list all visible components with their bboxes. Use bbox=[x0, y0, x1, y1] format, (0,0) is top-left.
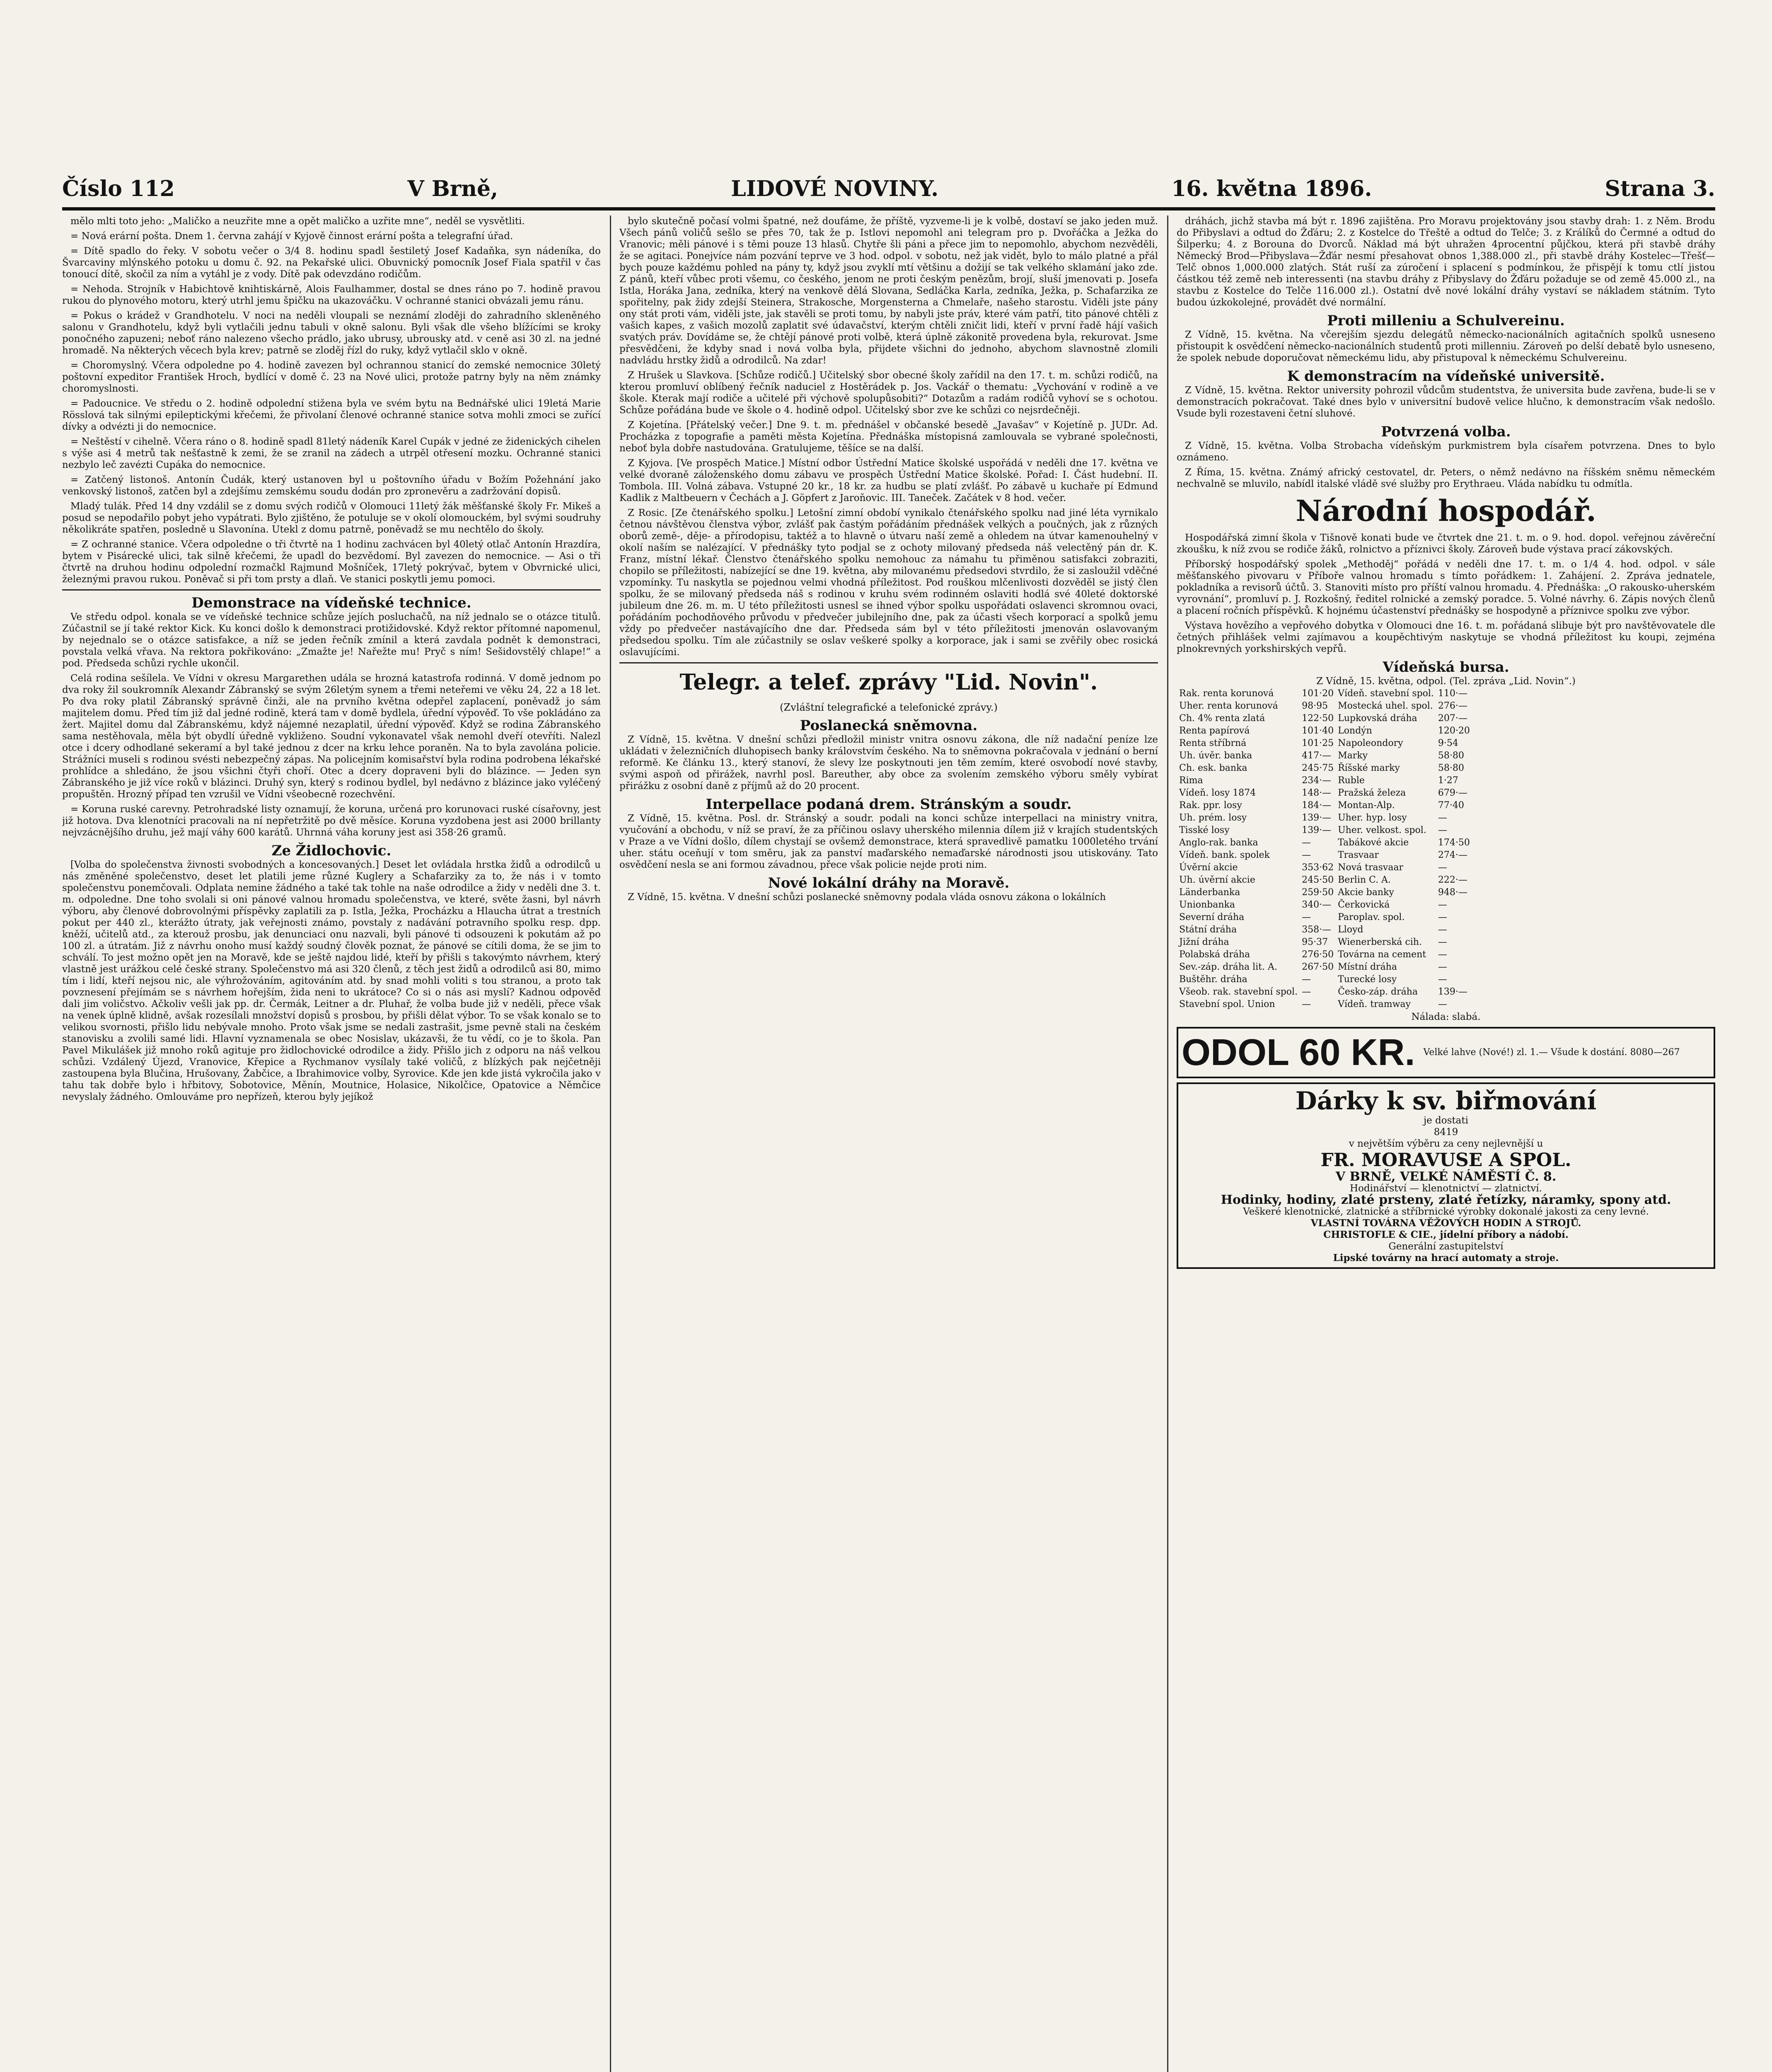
bursa-row bbox=[1177, 862, 1472, 874]
article-paragraph: Výstava hovězího a vepřového dobytka v Olomouci dne 16. t. m. pořádaná slibuje být pro navštěvovatele dle četných přihlášek velmi zajímavou a koupěchtivým naskytuje se vhodná příležitost ku koupi, zejména plnokrevných yorkshirských vepřů. bbox=[1177, 620, 1715, 654]
article-paragraph: dráhách, jichž stavba má být r. 1896 zajištěna. Pro Moravu projektovány jsou stavby drah: 1. z Něm. Brodu do Přibyslavi a odtud do Žďáru; 2. z Kostelce do Třeště a odtud do Telče; 3. z Králíků do Čermné a odtud do Šilperku; 4. z Borouna do Dvorců. Náklad má být uhražen 4procentní půjčkou, která při stavbě dráhy Německý Brod—Přibyslava—Žďár nesmí přesahovat obnos 1,388.000 zl., při stavbě dráhy Kostelec—Třešť—Telč obnos 1,000.000 zlatých. Stát ruší za zúročení i splacení s podmínkou, že přispějí k tomu ctlí jistou částkou též země neb interessenti (na stavbu dráhy z Přibyslavy do Žďáru požaduje se od země 45.000 zl., na stavbu z Kostelce do Telče 116.000 zl.). Ostatní dvě nové lokální dráhy vystaví se nákladem státním. Tyto budou úzkokolejné, provádět dvé normální. bbox=[1177, 216, 1715, 308]
bursa-cell: Renta stříbrná bbox=[1179, 738, 1247, 748]
bursa-cell: Pražská železa bbox=[1338, 788, 1406, 798]
column-divider bbox=[1167, 215, 1168, 2072]
bursa-cell: Renta papírová bbox=[1179, 726, 1250, 736]
page-header bbox=[62, 170, 1715, 211]
separator bbox=[62, 589, 601, 591]
bursa-cell: — bbox=[1302, 974, 1311, 985]
bursa-cell: Vídeň. losy 1874 bbox=[1179, 788, 1256, 798]
article-heading: Poslanecká sněmovna. bbox=[800, 717, 978, 734]
bursa-cell: — bbox=[1438, 813, 1447, 823]
bursa-cell: — bbox=[1438, 862, 1447, 873]
bursa-cell: 101·20 bbox=[1302, 688, 1334, 699]
advert-darky-line: Lipské továrny na hrací automaty a stroje. bbox=[1333, 1252, 1559, 1264]
bursa-cell: 274·— bbox=[1438, 850, 1467, 860]
bursa-cell: 222·— bbox=[1438, 875, 1467, 885]
bursa-row bbox=[1177, 924, 1472, 936]
bursa-cell: 417·— bbox=[1302, 750, 1332, 761]
article-paragraph: Z Říma, 15. května. Známý africký cestovatel, dr. Peters, o němž nedávno na říšském sněmu německém nechvalně se mluvilo, nabídl italské vládě své služby pro Erythraeu. Vláda nabídku tu odmítla. bbox=[1177, 467, 1715, 489]
article-paragraph: Z Vídně, 15. května. V dnešní schůzi poslanecké sněmovny podala vláda osnovu zákona o lokálních bbox=[628, 892, 1106, 903]
article-paragraph: Ve středu odpol. konala se ve vídeňské technice schůze jejích posluchačů, na níž jednalo se o otázce titulů. Zúčastnil se jí také rektor Kick. Ku konci došlo k demonstraci protižidovské. Když rektor přítomné napomenul, by nejednalo se o otázce satisfakce, a níž se jeden řečník zmínil a která zavdala podnět k demonstraci, povstala velká vřava. Na rektora pokřikováno: „Zmažte je! Nařežte mu! Pryč s ním! Sešidovstělý chlape!“ a pod. Předseda schůzi rychle ukončil. bbox=[62, 612, 601, 669]
column-2 bbox=[619, 215, 1158, 2072]
newspaper-page bbox=[62, 66, 1715, 2072]
bursa-cell: 948·— bbox=[1438, 887, 1467, 898]
bursa-cell: 174·50 bbox=[1438, 838, 1470, 848]
article-paragraph: [Volba do společenstva živnosti svobodných a koncesovaných.] Deset let ovládala hrstka židů a odrodilců u nás změněné společenstvo, deset let platili jeme různé Kuglery a Schafarziky za to, že nás i v tomto společenstvu ponemčovali. Odplata nemine žádného a také tak tohle na naše odrodilce a židy v neděli dne 3. t. m. odpoledne. Dne toho svolali si oni pánové valnou hromadu společenstva, ve které, světe žasni, byl návrh výboru, aby členové dobrovolnými příspěvky zaplatili za p. Istla, Ježka, Procházku a Hlaucha útrat a trestních pokut per 440 zl., kterážto útraty, jak veřejnosti známo, povstaly z nadávání potravního spolku resp. dpp. kněží, učitelů atd., za kterouž prosbu, jak denunciaci onu nazvali, byli pánové ti odsouzeni k pokutám až po 100 zl. a útratám. Již z návrhu onoho musí každý soudný člověk poznat, že pánové se cítili doma, že se jim to schválí. To jest možno opět jen na Moravě, kde se ještě najdou lidé, kteří by přišli s takovýmto návrhem, který vlastně jest urážkou celé české strany. Společenstvo má asi 320 členů, z těch jest židů a odrodilců asi 80, mimo tím i lidí, kteří nejsou nic, ale výhrožováním, agitováním atd. by snad mohli voliti s tou stranou, a proto tak povznesení přejímám se s návrhem hořejším, žida neni to ukrátoce? Co si o nás asi myslí? Kadnou odpověď dali jim voličstvo. Ačkoliv vešli jak pp. dr. Čermák, Leitner a dr. Pluhař, že volba bude již v neděli, přece však na venek úplně klidně, avšak rozesílali množství dopisů s prosbou, by přišli dělat výbor. To se však konalo se to velikou svornosti, přišlo lidu nebývale mnoho. Proto však jsme se nedali zastrašit, jsme pevně stali na českém stanovisku a zvolili samé lidi. Hlavní vyznamenala se obec Nosislav, ukázavši, že tu vědí, co je to škola. Pan Pavel Mikulášek již mnoho roků agituje pro židlochovické odrodilce a židy. Přišlo jich z odporu na náš velkou schůzi. Vzdálený Újezd, Vranovice, Křepice a Rychmanov vysílaly také voličů, z blízkých pak nejčetněji zastoupena byla Blučina, Hrušovany, Žabčice, a Ibrahimovice volby, Syrovice. Kde jen kde jistá vykročila jako v tahu tak dobře bylo i hřbitovy, Sobotovice, Měnín, Moutnice, Holasice, Nikolčice, Opatovice a Němčice nevyslaly žádného. Omlouváme pro nepřízeň, kterou byly jejíkož bbox=[62, 859, 601, 1102]
bursa-row bbox=[1177, 800, 1472, 811]
bursa-subheading: Z Vídně, 15. května, odpol. (Tel. zpráva „Lid. Novin“.) bbox=[1316, 676, 1576, 687]
bursa-row bbox=[1177, 937, 1472, 948]
bursa-mood: Nálada: slabá. bbox=[1411, 1012, 1481, 1022]
bursa-cell: 276·50 bbox=[1302, 949, 1334, 960]
bursa-cell: Uher. velkost. spol. bbox=[1338, 825, 1426, 835]
bursa-row bbox=[1177, 850, 1472, 861]
bursa-row bbox=[1177, 837, 1472, 849]
bursa-cell: 101·25 bbox=[1302, 738, 1334, 748]
news-item: Z Kojetína. [Přátelský večer.] Dne 9. t. m. přednášel v občanské besedě „Javašav“ v Kojetíně p. JUDr. Ad. Procházka z topografie a paměti města Kojetína. Přednáška místopisná zamlouvala se vybrané společnosti, neboť byla dobře nastudována. Gratulujeme, těšíce se na další. bbox=[619, 420, 1158, 454]
bursa-cell: Napoleondory bbox=[1338, 738, 1403, 748]
news-item: = Dítě spadlo do řeky. V sobotu večer o 3/4 8. hodinu spadl šestiletý Josef Kadaňka, syn nádeníka, do Švarcaviny mlýnského potoku u domu č. 92. na Pekařské ulici. Obuvnický pomocník Josef Fiala spatřil v čas tonoucí dítě, skočil za ním a vytáhl je z vody. Dítě pak odevzdáno rodičům. bbox=[62, 246, 601, 280]
bursa-cell: Ch. esk. banka bbox=[1179, 763, 1247, 773]
bursa-cell: 77·40 bbox=[1438, 800, 1464, 811]
bursa-cell: Uher. hyp. losy bbox=[1338, 813, 1407, 823]
bursa-cell: Čerkovická bbox=[1338, 900, 1390, 910]
article-paragraph: Z Vídně, 15. května. Volba Strobacha vídeňským purkmistrem byla císařem potvrzena. Dnes to bylo oznámeno. bbox=[1177, 441, 1715, 463]
bursa-cell: Vídeň. stavební spol. bbox=[1338, 688, 1434, 699]
bursa-cell: 110·— bbox=[1438, 688, 1467, 699]
bursa-cell: 267·50 bbox=[1302, 962, 1334, 972]
bursa-row bbox=[1177, 961, 1472, 973]
bursa-row bbox=[1177, 949, 1472, 961]
bursa-cell: — bbox=[1302, 850, 1311, 860]
article-heading: K demonstracím na vídeňské universitě. bbox=[1287, 368, 1605, 385]
bursa-cell: 679·— bbox=[1438, 788, 1467, 798]
article-paragraph: Z Vídně, 15. května. Na včerejším sjezdu delegátů německo-nacionálních agitačních spolků usneseno přistoupit k osvědčení německo-nacionálních studentů proti millenniu. Zároveň po delší debatě bylo usneseno, že spolek nebude doporučovat německému lidu, aby přistupoval k německému Schulvereinu. bbox=[1177, 329, 1715, 363]
bursa-cell: 245·50 bbox=[1302, 875, 1334, 885]
article-heading: Demonstrace na vídeňské technice. bbox=[191, 595, 471, 611]
bursa-cell: 98·95 bbox=[1302, 701, 1328, 711]
bursa-cell: — bbox=[1302, 838, 1311, 848]
bursa-cell: Místní dráha bbox=[1338, 962, 1397, 972]
column-divider bbox=[610, 215, 611, 2072]
bursa-row bbox=[1177, 812, 1472, 824]
bursa-cell: 259·50 bbox=[1302, 887, 1334, 898]
bursa-cell: — bbox=[1302, 987, 1311, 997]
news-item: = Z ochranné stanice. Včera odpoledne o tři čtvrtě na 1 hodinu zachvácen byl 40letý otlač Antonín Hrazdíra, bytem v Pisárecké ulici, tak silně křečemi, že upadl do bezvědomí. Byl zavezen do nemocnice. — Asi o tři čtvrtě na druhou hodinu odpolední rozmačkl Rajmund Mošníček, 17letý pokrývač, bytem v Obvrnické ulici, železnými pravou rukou. Poněvač si při tom prsty a dlaň. Ve stanici poskytli jemu pomoci. bbox=[62, 539, 601, 585]
separator bbox=[619, 662, 1158, 663]
bursa-row bbox=[1177, 899, 1472, 911]
news-item: = Nová erární pošta. Dnem 1. června zahájí v Kyjově činnost erární pošta a telegrafní úřad. bbox=[70, 231, 513, 242]
bursa-cell: Polabská dráha bbox=[1179, 949, 1250, 960]
article-heading: Potvrzená volba. bbox=[1381, 424, 1511, 440]
bursa-cell: Tisské losy bbox=[1179, 825, 1230, 835]
bursa-cell: Akcie banky bbox=[1338, 887, 1394, 898]
bursa-cell: 148·— bbox=[1302, 788, 1332, 798]
news-item: = Choromyslný. Včera odpoledne po 4. hodině zavezen byl ochrannou stanicí do zemské nemocnice 30letý poštovní expeditor František Hroch, bydlící v domě č. 23 na Nové ulici, protože patrny byly na něm známky choromyslnosti. bbox=[62, 360, 601, 394]
bursa-cell: — bbox=[1302, 999, 1311, 1009]
bursa-cell: Stavební spol. Union bbox=[1179, 999, 1275, 1009]
bursa-cell: Buštěhr. dráha bbox=[1179, 974, 1247, 985]
news-item: = Nehoda. Strojník v Habichtově knihtiskárně, Alois Faulhammer, dostal se dnes ráno po 7. hodině pravou rukou do plynového motoru, který utrhl jemu špičku na ukazováčku. V ochranné stanici obvázali jemu ránu. bbox=[62, 284, 601, 306]
bursa-row bbox=[1177, 825, 1472, 836]
bursa-cell: Tabákové akcie bbox=[1338, 838, 1409, 848]
bursa-cell: — bbox=[1438, 912, 1447, 922]
bursa-cell: 234·— bbox=[1302, 775, 1332, 786]
bursa-cell: — bbox=[1438, 974, 1447, 985]
section-subheading: (Zvláštní telegrafické a telefonické zprávy.) bbox=[780, 702, 998, 713]
masthead-title: LIDOVÉ NOVINY. bbox=[731, 176, 939, 201]
bursa-row bbox=[1177, 738, 1472, 749]
article-heading: Ze Židlochovic. bbox=[271, 842, 392, 859]
bursa-table bbox=[1177, 687, 1472, 1011]
bursa-cell: 9·54 bbox=[1438, 738, 1458, 748]
bursa-heading: Vídeňská bursa. bbox=[1383, 659, 1509, 675]
bursa-cell: 139·— bbox=[1438, 987, 1467, 997]
bursa-cell: Uh. prém. losy bbox=[1179, 813, 1247, 823]
news-item: Z Hrušek u Slavkova. [Schůze rodičů.] Učitelský sbor obecné školy zařídil na den 17. t. m. schůzi rodičů, na kterou promluví oblíbený řečník naduciel z Hostěrádek p. Jos. Vackář o thematu: „Vychování v rodině a ve škole. Kterak mají rodiče a učitelé při výchově spolupůsobiti?“ Dotazům a radám rodičů vyhoví se s ochotou. Schůze pořádána bude ve škole o 4. hodině odpol. Učitelský sbor zve ke schůzi co nejsrdečněji. bbox=[619, 370, 1158, 416]
advert-darky-title: Dárky k sv. biřmování bbox=[1295, 1087, 1597, 1116]
article-paragraph: bylo skutečně počasí volmi špatné, než doufáme, že příště, vyzveme-li je k volbě, dostaví se jako jeden muž. Všech pánů voličů sešlo se přes 70, tak že p. Istlovi nepomohl ani telegram pro p. Dvořáčka a Ježka do Vranovic; měli pánové i s těmi pouze 13 hlasů. Chytře šli páni a přece jim to nepomohlo, abychom nezvěděli, že se agitaci. Ponejvíce nám pozvání teprve ve 3 hod. odpol. v sobotu, než jak vidět, bylo to málo platné a přál bych pouze každému pohled na pány ty, když jsou zvyklí mtí většinu a dožijí se tak velkého sklamání jako zde. Z pánů, kteří vůbec proti všemu, co českého, jenom ne proti českým penězům, brojí, sluší jmenovati p. Josefa Istla, Horáka Jana, zedníka, který na venkově dělá Slovana, Sedláčka Karla, zedníka, Ježka, p. Schafarzika ze spořitelny, pak židy zdejší Steinera, Strakosche, Morgensterna a Chmelaře, našeho starostu. Viděli jste pány ony stát proti vám, viděli jste, jak stavěli se proti tomu, by nabyli jste práv, které vám patří, tito pánové chtěli z vašich kapes, z vašich mozolů zaplatit své údavačství, kterým chtěli zničit lidi, kteří v první řadě hájí vašich svatých práv. Dovídáme se, že chtějí pánové proti volbě, která úplně zákonitě provedena byla, rekurovat. Jsme přesvědčeni, že kdyby snad i nová volba byla, přijdete všichni do jednoho, abychom slavnostně zlomili nadvládu hrstky židů a odrodilců. Na zdar! bbox=[619, 216, 1158, 366]
bursa-cell: Sev.-záp. dráha lit. A. bbox=[1179, 962, 1277, 972]
news-item: = Neštěstí v cihelně. Včera ráno o 8. hodině spadl 81letý nádeník Karel Cupák v jedné ze židenických cihelen s výše asi 4 metrů tak nešťastně k zemi, že se zranil na zádech a utrpěl otřesení mozku. Ochranné stanici nezbylo leč zavézti Cupáka do nemocnice. bbox=[62, 436, 601, 470]
advert-darky-line: Generální zastupitelství bbox=[1388, 1241, 1504, 1252]
article-heading: Proti milleniu a Schulvereinu. bbox=[1327, 312, 1565, 329]
bursa-cell: 207·— bbox=[1438, 713, 1467, 724]
bursa-cell: 276·— bbox=[1438, 701, 1467, 711]
bursa-row bbox=[1177, 999, 1472, 1010]
news-item: mělo mlti toto jeho: „Maličko a neuzřite mne a opět maličko a uzřite mne“, neděl se vysvětliti. bbox=[70, 216, 525, 227]
bursa-row bbox=[1177, 725, 1472, 737]
advert-darky-line: CHRISTOFLE & CIE., jídelní příbory a nádobí. bbox=[1323, 1229, 1569, 1240]
article-paragraph: Z Vídně, 15. května. Rektor university pohrozil vůdcům studentstva, že universita bude zavřena, bude-li se v demonstracích pokračovat. Také dnes bylo v universitní budově velice hlučno, k demonstracím však nedošlo. Vsude byli rozestaveni četní sluhové. bbox=[1177, 385, 1715, 419]
bursa-row bbox=[1177, 887, 1472, 898]
page-number: Strana 3. bbox=[1605, 176, 1715, 201]
bursa-cell: 58·80 bbox=[1438, 750, 1464, 761]
bursa-cell: Länderbanka bbox=[1179, 887, 1240, 898]
bursa-cell: Státní dráha bbox=[1179, 925, 1237, 935]
bursa-cell: Mostecká uhel. spol. bbox=[1338, 701, 1433, 711]
bursa-cell: — bbox=[1438, 900, 1447, 910]
bursa-cell: Berlin C. A. bbox=[1338, 875, 1391, 885]
bursa-row bbox=[1177, 700, 1472, 712]
bursa-row bbox=[1177, 974, 1472, 985]
bursa-row bbox=[1177, 750, 1472, 762]
bursa-cell: Česko-záp. dráha bbox=[1338, 987, 1418, 997]
bursa-cell: Rak. renta korunová bbox=[1179, 688, 1274, 699]
bursa-cell: Wienerberská cih. bbox=[1338, 937, 1422, 947]
section-heading-telegrams: Telegr. a telef. zprávy "Lid. Novin". bbox=[679, 670, 1098, 695]
bursa-cell: Turecké losy bbox=[1338, 974, 1397, 985]
bursa-cell: — bbox=[1438, 825, 1447, 835]
bursa-row bbox=[1177, 912, 1472, 923]
bursa-cell: Ruble bbox=[1338, 775, 1365, 786]
bursa-row bbox=[1177, 874, 1472, 886]
bursa-cell: Lupkovská dráha bbox=[1338, 713, 1417, 724]
bursa-cell: 122·50 bbox=[1302, 713, 1334, 724]
article-heading: Nové lokální dráhy na Moravě. bbox=[768, 875, 1010, 891]
bursa-cell: — bbox=[1438, 937, 1447, 947]
bursa-row bbox=[1177, 762, 1472, 774]
advert-darky-number: 8419 bbox=[1434, 1127, 1458, 1138]
bursa-cell: 95·37 bbox=[1302, 937, 1328, 947]
advert-odol bbox=[1177, 1027, 1715, 1078]
bursa-cell: Unionbanka bbox=[1179, 900, 1235, 910]
section-heading-economy: Národní hospodář. bbox=[1296, 494, 1596, 528]
column-3 bbox=[1177, 215, 1715, 2072]
advert-darky-firm: FR. MORAVUSE A SPOL. bbox=[1320, 1150, 1571, 1171]
bursa-cell: Továrna na cement bbox=[1338, 949, 1426, 960]
news-item: = Zatčený listonoš. Antonín Čudák, který ustanoven byl u poštovního úřadu v Božím Požehnání jako venkovský listonoš, zatčen byl a zdejšímu zemskému soudu dodán pro zpronevěru a zadržování dopisů. bbox=[62, 474, 601, 497]
bursa-cell: Uh. úvěrní akcie bbox=[1179, 875, 1255, 885]
bursa-cell: Všeob. rak. stavební spol. bbox=[1179, 987, 1298, 997]
bursa-row bbox=[1177, 787, 1472, 799]
article-paragraph: Hospodářská zimní škola v Tišnově konati bude ve čtvrtek dne 21. t. m. o 9. hod. dopol. veřejnou závěreční zkoušku, k níž zvou se rodiče žáků, rolnictvo a příznivci školy. Zároveň bude výstava prací zákovských. bbox=[1177, 533, 1715, 555]
bursa-cell: 340·— bbox=[1302, 900, 1332, 910]
article-paragraph: Z Vídně, 15. května. Posl. dr. Stránský a soudr. podali na konci schůze interpellaci na ministry vnitra, vyučování a obchodu, v níž se praví, že za příčinou oslavy uherského milennia dílem již v krajích studentských v Praze a ve Vídni došlo, dílem chystají se ovšemž demonstrace, která spravedlivě pamatku 1000letého trvání uher. státu oceňují v tom směru, jak za panství maďarského nemaďarské národnosti jsou utiskovány. Tato osvědčení nesla se ani formou závadnou, přece však policie nejde proti nim. bbox=[619, 813, 1158, 870]
bursa-cell: Rak. ppr. losy bbox=[1179, 800, 1242, 811]
bursa-cell: 245·75 bbox=[1302, 763, 1334, 773]
news-item: = Padoucnice. Ve středu o 2. hodině odpolední stižena byla ve svém bytu na Bednářské ulici 19letá Marie Rösslová tak silnými epileptickými křečemi, že přivolaní členové ochranné stanice sotva mohli zmoci se zuřící dívky a odvézti ji do nemocnice. bbox=[62, 398, 601, 432]
bursa-cell: — bbox=[1438, 999, 1447, 1009]
news-item: Z Rosic. [Ze čtenářského spolku.] Letošní zimní období vynikalo čtenářského spolku nad jiné léta vyrnikalo četnou návštěvou členstva výbor, zvlášť pak častým pořádáním přednášek velkých a poučných, jak z různých oborů země-, děje- a přírodopisu, taktéž a to hlavně o útvaru naší země a ohledem na útvar kamenouhelný v okolí naším se nalézající. V přednášky tyto podjal se z ochoty milovaný předseda náš velectěný pán dr. K. Franz, místní lékař. Členstvo čtenářského spolku nemohouc za námahu tu přiměnou satisfakci zobraziti, chopilo se příležitosti, nabízející se dne 19. května, aby milovanému předsedovi stvrdilo, že si zasloužil vděčné vzpomínky. Tu naskytla se pojednou velmi vhodná příležitost. Pod rouškou mlčenlivosti dozvěděl se jistý člen spolku, že se milovaný předseda náš s rodinou v kruhu svém rodinném oslaviti hodlá své 40leté doktorské jubileum dne 26. m. m. U této příležitosti usnesl se ihned výbor spolku uspořádati oslavenci skromnou ovaci, pořádáním pochodňového průvodu v předvečer jubilejního dne, pak za účasti všech korporací a spolků jemu vždy po předvečer nastávajícího dne dar. Předseda sám byl v této příležitosti jmenován oslavovaným předsedou spolku. Tím ale zúčastnily se oslav veškeré spolky a korporace, jak i sami se zvěřily obec rosická oslavujícími. bbox=[619, 508, 1158, 658]
article-paragraph: Celá rodina sešílela. Ve Vídni v okresu Margarethen udála se hrozná katastrofa rodinná. V domě jednom po dva roky žil soukromník Alexandr Zábranský se svým 26letým synem a třemi neteřemi ve věku 24, 22 a 18 let. Po dva roky platil Zábranský správně činži, ale na prvního května odepřel zaplacení, poněvadž jo sám majitelem domu. Před tím již dal jedné rodině, která tam v domě bydlela, úřední výpověď. To vše pokládáno za žert. Majitel domu dal Zábranskému, když nájemné nezaplatil, úřední výpověď. Když se rodina Zábranského sama nestěhovala, měla být obydlí úředně vykliženo. Soudní vykonavatel však nemohl dveří otevříti. Nalezl otce i dcery odhodlané sekeramí a byl také jednou z dcer na krku lehce poraněn. Na to byla zavolána policie. Strážníci museli s rodinou svésti nebezpečný zápas. Na policejním komisařství byla rodina podrobena lékařské prohlídce a shledáno, že jsou všichni čtyři choří. Otec a dcery dopraveni byli do blázince. — Jeden syn Zábranského je již více roků v blázinci. Druhý syn, který s rodinou bydlel, byl nedávno z blázince jako vyléčený propuštěn. Hrozný případ ten vzrušil ve Vídni všeobecně rozechvění. bbox=[62, 673, 601, 800]
bursa-cell: Lloyd bbox=[1338, 925, 1363, 935]
bursa-cell: 1·27 bbox=[1438, 775, 1458, 786]
advert-odol-note: Velké lahve (Nové!) zl. 1.— Všude k dostání. 8080—267 bbox=[1423, 1047, 1680, 1058]
advert-darky-line: Veškeré klenotnické, zlatnické a stříbrnické výrobky dokonalé jakosti za ceny levné. bbox=[1243, 1206, 1649, 1217]
issue-date: 16. května 1896. bbox=[1171, 176, 1372, 201]
advert-darky-address: V BRNĚ, VELKÉ NÁMĚSTÍ Č. 8. bbox=[1335, 1169, 1557, 1184]
bursa-row bbox=[1177, 713, 1472, 724]
bursa-cell: Nová trasvaar bbox=[1338, 862, 1404, 873]
issue-number: Číslo 112 bbox=[62, 176, 175, 201]
bursa-cell: Říšské marky bbox=[1338, 763, 1400, 773]
bursa-cell: 120·20 bbox=[1438, 726, 1470, 736]
bursa-cell: Jižní dráha bbox=[1179, 937, 1229, 947]
bursa-cell: Trasvaar bbox=[1338, 850, 1379, 860]
bursa-cell: Vídeň. tramway bbox=[1338, 999, 1411, 1009]
bursa-cell: Anglo-rak. banka bbox=[1179, 838, 1258, 848]
bursa-cell: 139·— bbox=[1302, 825, 1332, 835]
bursa-cell: Ch. 4% renta zlatá bbox=[1179, 713, 1265, 724]
advert-darky-line: Hodinky, hodiny, zlaté prsteny, zlaté řetízky, náramky, spony atd. bbox=[1221, 1193, 1671, 1207]
bursa-row bbox=[1177, 688, 1472, 700]
advert-darky-line: VLASTNÍ TOVÁRNA VĚŽOVÝCH HODIN A STROJŮ. bbox=[1310, 1218, 1581, 1229]
bursa-cell: Montan-Alp. bbox=[1338, 800, 1395, 811]
article-paragraph: Příborský hospodářský spolek „Methoděj“ pořádá v neděli dne 17. t. m. o 1/4 4. hod. odpol. v sále měšťanského pivovaru v Příboře valnou hromadu s tímto pořádkem: 1. Zahájení. 2. Zpráva jednatele, pokladníka a revisorů účtů. 3. Stanoviti místo pro příští valnou hromadu. 4. Přednáška: „O rakousko-uherském vyrovnání“, promluví p. J. Rozkošný, ředitel rolnické a zemský poradce. 5. Volné návrhy. 6. Zápis nových členů a placení ročních příspěvků. K hojnému účastenství přednášky se hospodyně a příznivce spolku zve výbor. bbox=[1177, 559, 1715, 616]
bursa-cell: — bbox=[1302, 912, 1311, 922]
bursa-cell: 58·80 bbox=[1438, 763, 1464, 773]
bursa-cell: Uher. renta korunová bbox=[1179, 701, 1278, 711]
advert-odol-title: ODOL 60 KR. bbox=[1182, 1032, 1415, 1073]
advert-darky-line: v největším výběru za ceny nejlevnější u bbox=[1349, 1138, 1543, 1149]
article-paragraph: = Koruna ruské carevny. Petrohradské listy oznamují, že koruna, určená pro korunovaci ruské císařovny, jest již hotova. Dva klenotníci pracovali na ní nepřetržitě po dvě měsíce. Koruna vyzdobena jest asi 2000 brillanty nejvzácnějšího druhu, jež mají váhy 600 karátů. Uhrnná váha koruny jest asi 358·26 gramů. bbox=[62, 804, 601, 838]
bursa-row bbox=[1177, 775, 1472, 787]
advert-darky-line: Hodinářství — klenotnictví — zlatnictví. bbox=[1350, 1183, 1542, 1194]
bursa-cell: Londýn bbox=[1338, 726, 1372, 736]
bursa-cell: 184·— bbox=[1302, 800, 1332, 811]
advert-darky-line: je dostati bbox=[1424, 1115, 1468, 1126]
news-item: Z Kyjova. [Ve prospěch Matice.] Místní odbor Ústřední Matice školské uspořádá v neděli dne 17. května ve velké dvoraně záloženského domu zábavu ve prospěch Ústřední Matice školské. Pořad: I. Část hudební. II. Tombola. III. Volná zábava. Vstupné 20 kr., 18 kr. za hudbu se platí zvlášť. Po zábavě u kuchaře pí Edmund Kadlik z Maltbeuern v Čechách a J. Göpfert z Jaroňovic. III. Taneček. Začátek v 8 hod. večer. bbox=[619, 458, 1158, 503]
bursa-cell: 353·62 bbox=[1302, 862, 1334, 873]
bursa-row bbox=[1177, 986, 1472, 998]
bursa-cell: 101·40 bbox=[1302, 726, 1334, 736]
news-item: Mladý tulák. Před 14 dny vzdálil se z domu svých rodičů v Olomouci 11letý žák měšťanské školy Fr. Mikeš a posud se nepodařilo pobyt jeho vypátrati. Bylo zjištěno, že potuluje se v okolí olomouckém, byl svými soudruhy několikráte spatřen, posledně u Slavonína. Utekl z domu patrně, poněvadž se mu nechtělo do školy. bbox=[62, 501, 601, 535]
bursa-cell: Úvěrní akcie bbox=[1179, 862, 1238, 873]
bursa-cell: Severní dráha bbox=[1179, 912, 1245, 922]
bursa-cell: — bbox=[1438, 949, 1447, 960]
bursa-cell: Paroplav. spol. bbox=[1338, 912, 1405, 922]
column-1 bbox=[62, 215, 601, 2072]
article-paragraph: Z Vídně, 15. května. V dnešní schůzi předložil ministr vnitra osnovu zákona, dle níž nadační peníze lze ukládati v železničních dluhopisech banky královstvím českého. Na to sněmovna pokračovala v jednání o berní reformě. Ke článku 13., který stanoví, že slevy lze poskytnouti jen těm zemím, které osvobodí nové stavby, svými aspoň od přirážek, navrhl posl. Bareuther, aby obce za svolením zemského výboru směly vybírat přirážku z osobní daně z příjmů až do 20 procent. bbox=[619, 734, 1158, 792]
bursa-cell: Uh. úvěr. banka bbox=[1179, 750, 1252, 761]
bursa-cell: — bbox=[1438, 962, 1447, 972]
city: V Brně, bbox=[407, 176, 498, 201]
article-heading: Interpellace podaná drem. Stránským a soudr. bbox=[706, 796, 1072, 813]
bursa-cell: 139·— bbox=[1302, 813, 1332, 823]
bursa-cell: Marky bbox=[1338, 750, 1368, 761]
bursa-cell: Rima bbox=[1179, 775, 1203, 786]
advert-darky bbox=[1177, 1082, 1715, 1269]
bursa-cell: 358·— bbox=[1302, 925, 1332, 935]
bursa-cell: — bbox=[1438, 925, 1447, 935]
news-item: = Pokus o krádež v Grandhotelu. V noci na neděli vloupali se neznámí zloději do zahradního skleněného salonu v Grandhotelu, když byli vytlačili jednu tabuli v okně salonu. Byli však dle všeho blížícími se kroky ponočného zapuzeni; neboť ráno nalezeno všecho prádlo, jako ubrusy, ubrousky atd. v ceně asi 30 zl. na jedné hromadě. Na některých věcech byla krev; patrně se zloděj řízl do ruky, když vytlačil sklo v okně. bbox=[62, 310, 601, 356]
bursa-cell: Vídeň. bank. spolek bbox=[1179, 850, 1270, 860]
